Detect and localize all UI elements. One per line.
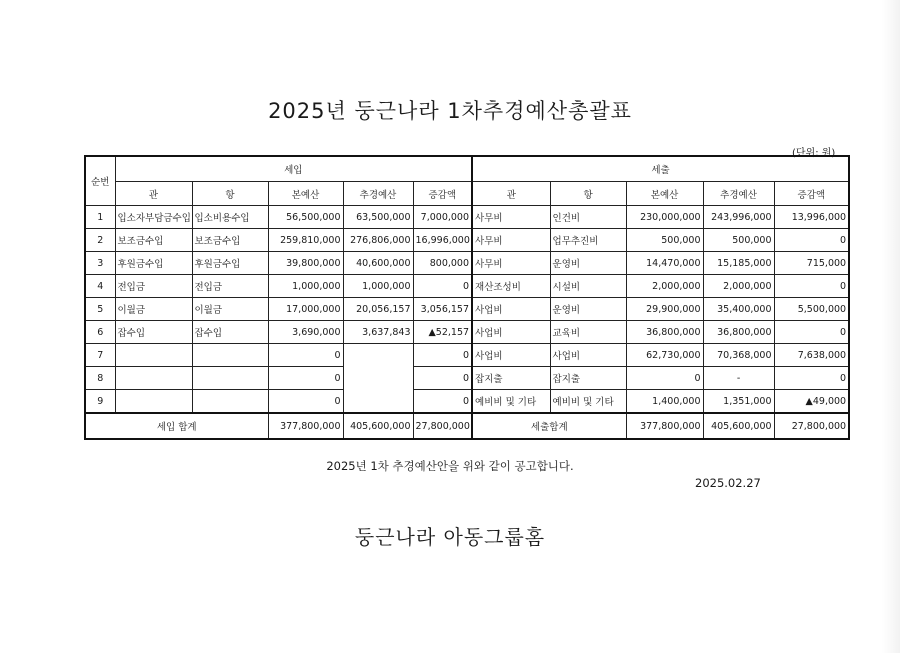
- row-no: 5: [85, 298, 115, 321]
- expense-diff: 7,638,000: [774, 344, 849, 367]
- expense-base: 1,400,000: [626, 390, 703, 414]
- income-hang: [192, 344, 268, 367]
- income-diff: 7,000,000: [413, 206, 472, 229]
- income-gwan: 이월금: [115, 298, 192, 321]
- income-hang: 입소비용수입: [192, 206, 268, 229]
- expense-hang: 운영비: [550, 298, 626, 321]
- organization-name: 둥근나라 아동그룹홈: [354, 525, 546, 549]
- expense-diff: 13,996,000: [774, 206, 849, 229]
- expense-base: 0: [626, 367, 703, 390]
- header-income-hang: 항: [192, 182, 268, 206]
- expense-hang: 잡지출: [550, 367, 626, 390]
- table-row: [85, 229, 849, 252]
- income-hang: [192, 367, 268, 390]
- expense-total-supp: 405,600,000: [703, 413, 774, 439]
- totals-row: [85, 413, 849, 439]
- expense-gwan: 사무비: [472, 252, 550, 275]
- income-diff: 0: [413, 367, 472, 390]
- expense-hang: 업무추진비: [550, 229, 626, 252]
- unit-label: (단위: 원): [792, 148, 836, 159]
- income-diff: 0: [413, 390, 472, 414]
- table-row: [85, 206, 849, 229]
- header-income-diff: 증감액: [413, 182, 472, 206]
- header-income-group: 세입: [115, 156, 472, 182]
- income-hang: 보조금수입: [192, 229, 268, 252]
- expense-supp: 1,351,000: [703, 390, 774, 414]
- income-gwan: [115, 367, 192, 390]
- income-diff: ▲52,157: [413, 321, 472, 344]
- income-gwan: [115, 344, 192, 367]
- expense-diff: 0: [774, 321, 849, 344]
- income-total-base: 377,800,000: [268, 413, 343, 439]
- income-gwan: 잡수입: [115, 321, 192, 344]
- expense-gwan: 잡지출: [472, 367, 550, 390]
- income-diff: 800,000: [413, 252, 472, 275]
- expense-base: 62,730,000: [626, 344, 703, 367]
- income-supp: 63,500,000: [343, 206, 413, 229]
- expense-gwan: 사업비: [472, 321, 550, 344]
- income-gwan: 전입금: [115, 275, 192, 298]
- row-no: 1: [85, 206, 115, 229]
- table-row: [85, 275, 849, 298]
- expense-gwan: 사업비: [472, 298, 550, 321]
- income-base: 56,500,000: [268, 206, 343, 229]
- income-supp: 40,600,000: [343, 252, 413, 275]
- income-diff: 0: [413, 275, 472, 298]
- announcement-date: 2025.02.27: [695, 476, 761, 490]
- expense-diff: 715,000: [774, 252, 849, 275]
- income-hang: 이월금: [192, 298, 268, 321]
- header-expense-diff: 증감액: [774, 182, 849, 206]
- expense-gwan: 예비비 및 기타: [472, 390, 550, 414]
- income-base: 1,000,000: [268, 275, 343, 298]
- table-row: [85, 344, 849, 367]
- row-no: 7: [85, 344, 115, 367]
- row-no: 9: [85, 390, 115, 414]
- income-diff: 0: [413, 344, 472, 367]
- header-expense-hang: 항: [550, 182, 626, 206]
- income-diff: 16,996,000: [413, 229, 472, 252]
- document-title: 2025년 둥근나라 1차추경예산총괄표: [268, 99, 632, 123]
- expense-hang: 운영비: [550, 252, 626, 275]
- expense-base: 14,470,000: [626, 252, 703, 275]
- table-row: [85, 252, 849, 275]
- expense-supp: 70,368,000: [703, 344, 774, 367]
- income-base: 259,810,000: [268, 229, 343, 252]
- expense-gwan: 사업비: [472, 344, 550, 367]
- income-gwan: 후원금수입: [115, 252, 192, 275]
- income-hang: 잡수입: [192, 321, 268, 344]
- income-supp-blank: [343, 344, 413, 414]
- expense-gwan: 사무비: [472, 229, 550, 252]
- table-row: [85, 390, 849, 414]
- expense-total-diff: 27,800,000: [774, 413, 849, 439]
- expense-base: 500,000: [626, 229, 703, 252]
- expense-base: 36,800,000: [626, 321, 703, 344]
- table-row: [85, 298, 849, 321]
- income-hang: 전입금: [192, 275, 268, 298]
- expense-hang: 인건비: [550, 206, 626, 229]
- income-gwan: [115, 390, 192, 414]
- expense-supp: 36,800,000: [703, 321, 774, 344]
- expense-diff: 0: [774, 367, 849, 390]
- income-base: 17,000,000: [268, 298, 343, 321]
- expense-supp: 243,996,000: [703, 206, 774, 229]
- expense-base: 29,900,000: [626, 298, 703, 321]
- expense-supp: 500,000: [703, 229, 774, 252]
- row-no: 3: [85, 252, 115, 275]
- income-diff: 3,056,157: [413, 298, 472, 321]
- expense-diff: 0: [774, 229, 849, 252]
- expense-base: 230,000,000: [626, 206, 703, 229]
- expense-hang: 사업비: [550, 344, 626, 367]
- header-income-gwan: 관: [115, 182, 192, 206]
- expense-total-base: 377,800,000: [626, 413, 703, 439]
- income-base: 0: [268, 344, 343, 367]
- expense-hang: 예비비 및 기타: [550, 390, 626, 414]
- expense-hang: 시설비: [550, 275, 626, 298]
- header-income-base: 본예산: [268, 182, 343, 206]
- expense-hang: 교육비: [550, 321, 626, 344]
- income-total-label: 세입 합계: [85, 413, 268, 439]
- expense-gwan: 재산조성비: [472, 275, 550, 298]
- income-supp: 1,000,000: [343, 275, 413, 298]
- expense-gwan: 사무비: [472, 206, 550, 229]
- table-row: [85, 321, 849, 344]
- expense-supp: 15,185,000: [703, 252, 774, 275]
- row-no: 4: [85, 275, 115, 298]
- income-supp: 3,637,843: [343, 321, 413, 344]
- income-hang: 후원금수입: [192, 252, 268, 275]
- expense-supp: -: [703, 367, 774, 390]
- row-no: 2: [85, 229, 115, 252]
- expense-supp: 2,000,000: [703, 275, 774, 298]
- expense-diff: 5,500,000: [774, 298, 849, 321]
- row-no: 8: [85, 367, 115, 390]
- income-base: 0: [268, 390, 343, 414]
- income-total-diff: 27,800,000: [413, 413, 472, 439]
- header-expense-gwan: 관: [472, 182, 550, 206]
- expense-total-label: 세출합계: [472, 413, 626, 439]
- announcement-text: 2025년 1차 추경예산안을 위와 같이 공고합니다.: [326, 459, 574, 473]
- income-gwan: 입소자부담금수입: [115, 206, 192, 229]
- header-expense-base: 본예산: [626, 182, 703, 206]
- header-expense-supp: 추경예산: [703, 182, 774, 206]
- expense-diff: 0: [774, 275, 849, 298]
- header-income-supp: 추경예산: [343, 182, 413, 206]
- header-expense-group: 세출: [472, 156, 849, 182]
- expense-base: 2,000,000: [626, 275, 703, 298]
- row-no: 6: [85, 321, 115, 344]
- table-row: [85, 367, 849, 390]
- income-supp: 276,806,000: [343, 229, 413, 252]
- budget-summary-table: [84, 155, 850, 440]
- header-no: 순번: [85, 156, 115, 206]
- income-total-supp: 405,600,000: [343, 413, 413, 439]
- expense-diff: ▲49,000: [774, 390, 849, 414]
- income-base: 3,690,000: [268, 321, 343, 344]
- expense-supp: 35,400,000: [703, 298, 774, 321]
- income-base: 0: [268, 367, 343, 390]
- income-base: 39,800,000: [268, 252, 343, 275]
- income-supp: 20,056,157: [343, 298, 413, 321]
- income-hang: [192, 390, 268, 414]
- income-gwan: 보조금수입: [115, 229, 192, 252]
